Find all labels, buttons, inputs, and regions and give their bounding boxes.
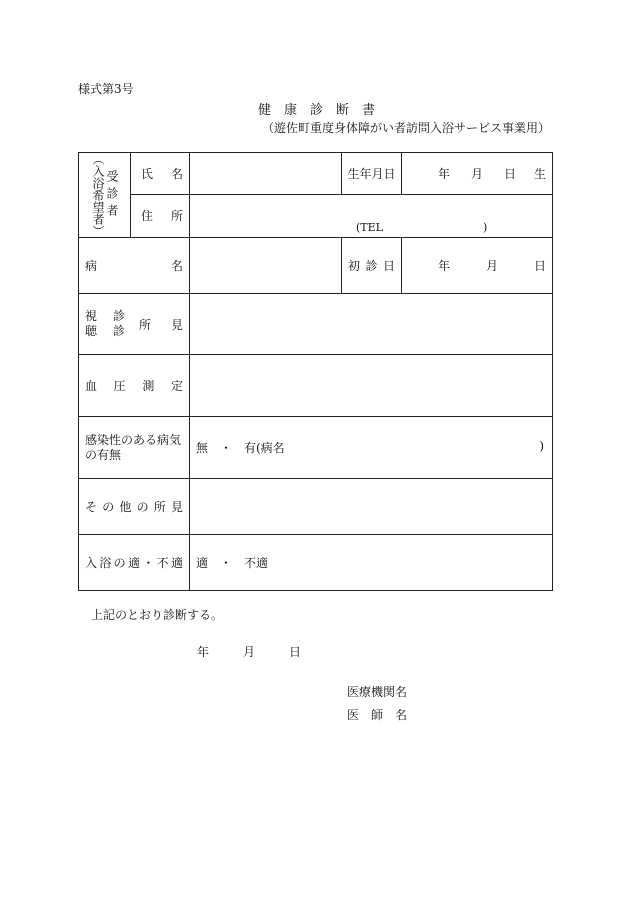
name-label-1: 氏 [141,166,154,181]
bathing-label-2: 浴 [99,556,112,570]
diagnosis-day-unit: 日 [288,645,301,659]
other-label-6: 見 [170,500,183,514]
sensory-findings-2: 見 [170,317,183,332]
diagnosis-year-unit: 年 [197,645,210,659]
sensory-visual-1: 視 [85,309,98,323]
disease-input[interactable] [190,238,342,294]
bathing-label-3: の [113,556,126,570]
name-label-2: 名 [170,166,183,181]
bp-label-2: 圧 [113,379,126,393]
health-certificate-table [78,152,553,591]
bathing-value: 適 ・ 不適 [196,556,269,570]
blood-pressure-input[interactable] [190,355,553,417]
other-label-1: そ [85,500,98,514]
sensory-label-cell [79,294,190,355]
first-visit-date-input[interactable] [402,238,553,294]
other-label-3: 他 [119,500,132,514]
bathing-label-cell [79,535,190,591]
disease-label-cell [79,238,190,294]
bp-label-4: 定 [170,379,183,393]
disease-label-2: 名 [170,259,183,273]
page-subtitle: （遊佐町重度身体障がい者訪問入浴サービス事業用） [262,121,551,135]
first-visit-year-unit: 年 [438,259,451,273]
birth-date-input[interactable] [402,153,553,195]
disease-label-1: 病 [85,259,98,273]
bathing-label-6: 不 [156,556,169,570]
tel-label: (TEL [356,221,383,234]
sensory-findings-1: 所 [139,317,152,332]
address-label-2: 所 [170,209,183,224]
other-label-2: の [102,500,115,514]
bathing-label-4: 適 [127,556,140,570]
form-number: 様式第3号 [78,82,134,96]
birth-year-unit: 年 [438,166,451,181]
infection-value: 無 ・ 有(病名 [196,441,285,455]
other-findings-label-cell [79,479,190,535]
diagnosis-date [197,643,301,660]
name-label-cell [131,153,190,195]
address-label-1: 住 [141,209,154,224]
name-input[interactable] [190,153,342,195]
blood-pressure-label-cell [79,355,190,417]
infection-value-close: ) [539,439,544,453]
bathing-input[interactable] [190,535,553,591]
sensory-visual-2: 診 [112,309,125,323]
examinee-label: 受診者 [105,169,119,221]
first-visit-label-1: 初 [348,259,361,273]
other-findings-input[interactable] [190,479,553,535]
page-title: 健 康 診 断 書 [258,103,376,118]
doctor-label: 医 師 名 [347,708,408,722]
bathing-label-5: ・ [142,556,155,570]
other-label-4: の [136,500,149,514]
sensory-auditory-2: 診 [112,324,125,338]
examinee-group-cell [79,153,131,238]
bathing-label-7: 適 [170,556,183,570]
institution-label: 医療機関名 [347,685,408,699]
diagnosis-month-unit: 月 [242,645,255,659]
birth-suffix: 生 [533,166,546,181]
birth-month-unit: 月 [470,166,483,181]
birth-label: 生年月日 [347,166,396,181]
first-visit-label-cell [342,238,402,294]
bathing-label-1: 入 [85,556,98,570]
address-label-cell [131,194,190,237]
other-label-5: 所 [153,500,166,514]
sensory-auditory-1: 聴 [85,324,98,338]
examinee-note: （入浴希望者） [91,153,105,237]
sensory-input[interactable] [190,294,553,355]
first-visit-label-2: 診 [365,259,378,273]
first-visit-label-3: 日 [382,259,395,273]
bp-label-1: 血 [85,379,98,393]
bp-label-3: 測 [142,379,155,393]
first-visit-day-unit: 日 [533,259,546,273]
birth-label-cell [342,153,402,195]
first-visit-month-unit: 月 [485,259,498,273]
birth-day-unit: 日 [503,166,516,181]
infection-input[interactable] [190,417,553,479]
infection-label-line2: の有無 [85,447,122,462]
infection-label-cell [79,417,190,479]
infection-label-line1: 感染性のある病気 [85,432,182,447]
tel-close: ) [483,221,488,234]
address-input[interactable] [190,194,553,237]
diagnosis-statement: 上記のとおり診断する。 [91,608,224,622]
